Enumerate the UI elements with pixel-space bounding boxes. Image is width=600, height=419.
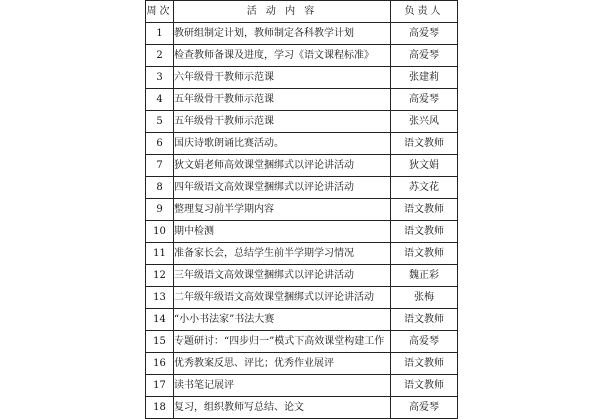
header-activity: 活 动 内 容 <box>174 1 391 23</box>
cell-activity: 四年级语文高效课堂捆绑式以评论讲活动 <box>174 177 391 199</box>
cell-owner: 语文教师 <box>391 199 458 221</box>
cell-owner: 语文教师 <box>391 309 458 331</box>
table-row <box>146 133 458 155</box>
table-row <box>146 199 458 221</box>
cell-week: 5 <box>146 111 174 133</box>
cell-owner: 苏文花 <box>391 177 458 199</box>
table-body <box>146 23 458 419</box>
cell-owner: 语文教师 <box>391 375 458 397</box>
cell-owner: 语文教师 <box>391 243 458 265</box>
cell-week: 2 <box>146 45 174 67</box>
cell-owner: 狄文娟 <box>391 155 458 177</box>
cell-activity: 二年级年级语文高效课堂捆绑式以评论讲活动 <box>174 287 391 309</box>
table-row <box>146 89 458 111</box>
cell-owner: 语文教师 <box>391 353 458 375</box>
table-row <box>146 67 458 89</box>
header-week: 周次 <box>146 1 174 23</box>
table-row <box>146 23 458 45</box>
cell-week: 9 <box>146 199 174 221</box>
cell-activity: 专题研讨：“四步归一”模式下高效课堂构建工作 <box>174 331 391 353</box>
table-row <box>146 111 458 133</box>
cell-week: 10 <box>146 221 174 243</box>
cell-owner: 高爱琴 <box>391 331 458 353</box>
table-row <box>146 243 458 265</box>
cell-activity: 检查教师备课及进度，学习《语文课程标准》 <box>174 45 391 67</box>
table-row <box>146 221 458 243</box>
cell-activity: “小小书法家”书法大赛 <box>174 309 391 331</box>
cell-activity: 狄文娟老师高效课堂捆绑式以评论讲活动 <box>174 155 391 177</box>
cell-activity: 教研组制定计划，教师制定各科教学计划 <box>174 23 391 45</box>
cell-activity: 优秀教案反思、评比；优秀作业展评 <box>174 353 391 375</box>
cell-week: 1 <box>146 23 174 45</box>
table-row <box>146 155 458 177</box>
cell-week: 16 <box>146 353 174 375</box>
table-header-row <box>146 1 458 23</box>
cell-week: 18 <box>146 397 174 419</box>
table-row <box>146 353 458 375</box>
activity-schedule-table <box>145 0 458 419</box>
cell-activity: 五年级骨干教师示范课 <box>174 111 391 133</box>
cell-activity: 六年级骨干教师示范课 <box>174 67 391 89</box>
cell-owner: 高爱琴 <box>391 45 458 67</box>
cell-owner: 张兴风 <box>391 111 458 133</box>
cell-week: 7 <box>146 155 174 177</box>
table-row <box>146 309 458 331</box>
cell-activity: 复习，组织教师写总结、论文 <box>174 397 391 419</box>
cell-week: 15 <box>146 331 174 353</box>
cell-week: 13 <box>146 287 174 309</box>
cell-owner: 语文教师 <box>391 221 458 243</box>
cell-owner: 语文教师 <box>391 133 458 155</box>
cell-week: 3 <box>146 67 174 89</box>
table-row <box>146 287 458 309</box>
cell-owner: 张梅 <box>391 287 458 309</box>
cell-week: 12 <box>146 265 174 287</box>
cell-week: 6 <box>146 133 174 155</box>
table-row <box>146 265 458 287</box>
cell-week: 8 <box>146 177 174 199</box>
cell-owner: 张建莉 <box>391 67 458 89</box>
cell-week: 17 <box>146 375 174 397</box>
cell-activity: 读书笔记展评 <box>174 375 391 397</box>
cell-owner: 高爱琴 <box>391 89 458 111</box>
cell-week: 14 <box>146 309 174 331</box>
cell-activity: 整理复习前半学期内容 <box>174 199 391 221</box>
table-row <box>146 177 458 199</box>
cell-owner: 高爱琴 <box>391 23 458 45</box>
cell-activity: 国庆诗歌朗诵比赛活动。 <box>174 133 391 155</box>
cell-week: 11 <box>146 243 174 265</box>
cell-owner: 高爱琴 <box>391 397 458 419</box>
header-owner: 负责人 <box>391 1 458 23</box>
table-row <box>146 45 458 67</box>
cell-activity: 三年级语文高效课堂捆绑式以评论讲活动 <box>174 265 391 287</box>
cell-activity: 期中检测 <box>174 221 391 243</box>
cell-owner: 魏正彩 <box>391 265 458 287</box>
table-row <box>146 375 458 397</box>
cell-activity: 五年级骨干教师示范课 <box>174 89 391 111</box>
cell-week: 4 <box>146 89 174 111</box>
cell-activity: 准备家长会，总结学生前半学期学习情况 <box>174 243 391 265</box>
table-row <box>146 331 458 353</box>
